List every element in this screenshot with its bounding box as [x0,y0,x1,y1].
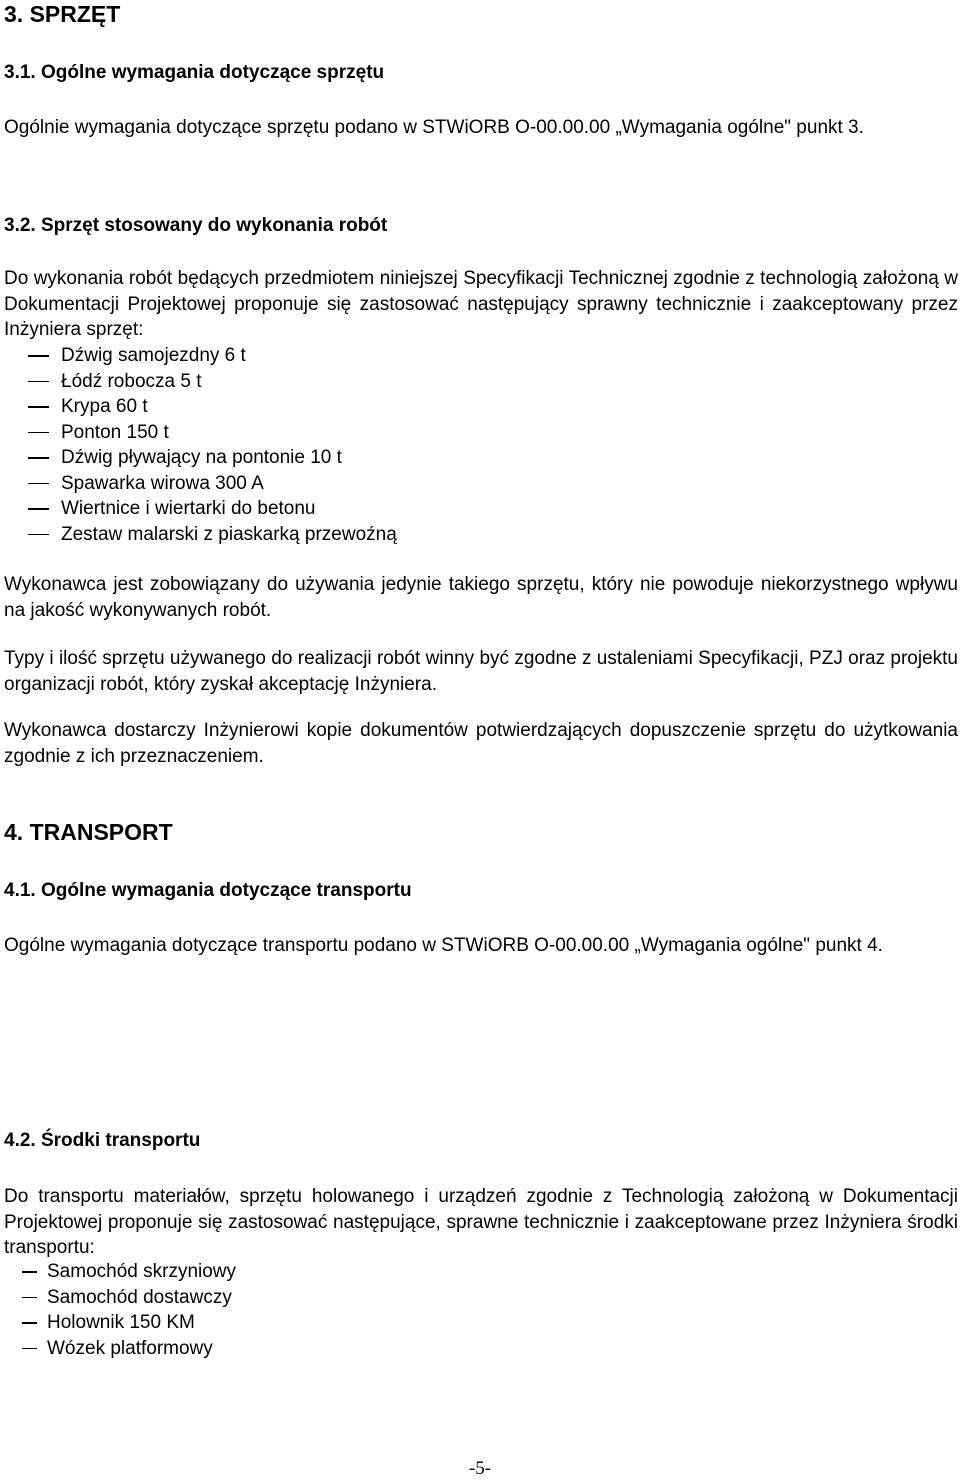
section-3-paragraph-3: Wykonawca dostarczy Inżynierowi kopie dokumentów potwierdzających dopuszczenie sprzętu do użytkowania zgodnie z ich przeznaczeniem. [4,720,958,767]
list-item: Dźwig pływający na pontonie 10 t [28,445,397,471]
section-3-paragraph-1: Wykonawca jest zobowiązany do używania jedynie takiego sprzętu, który nie powoduje niekorzystnego wpływu na jakość wykonywanych robót. [4,574,958,621]
list-item: Spawarka wirowa 300 A [28,471,397,497]
list-item: Wiertnice i wiertarki do betonu [28,496,397,522]
section-3-paragraph-2: Typy i ilość sprzętu używanego do realizacji robót winny być zgodne z ustaleniami Specyfikacji, PZJ oraz projektu organizacji robót, który zyskał akceptację Inżyniera. [4,648,958,695]
list-item: Krypa 60 t [28,394,397,420]
section-3-heading: 3. SPRZĘT [4,1,121,27]
dash-bullet [22,1271,37,1273]
list-item: Samochód skrzyniowy [22,1259,236,1285]
equipment-list [28,343,397,547]
dash-bullet [22,1322,37,1324]
dash-bullet [28,457,49,459]
list-item: Samochód dostawczy [22,1285,236,1311]
list-item: Wózek platformowy [22,1336,236,1362]
section-3-2-heading: 3.2. Sprzęt stosowany do wykonania robót [4,215,388,236]
dash-bullet [28,432,49,434]
section-3-1-text: Ogólnie wymagania dotyczące sprzętu podano w STWiORB O-00.00.00 „Wymagania ogólne" punkt 3. [4,117,864,138]
section-3-1-heading: 3.1. Ogólne wymagania dotyczące sprzętu [4,62,385,83]
dash-bullet [28,483,49,485]
dash-bullet [22,1348,37,1350]
dash-bullet [28,406,49,408]
section-4-2-heading: 4.2. Środki transportu [4,1130,201,1151]
dash-bullet [22,1297,37,1299]
section-3-2-intro: Do wykonania robót będących przedmiotem niniejszej Specyfikacji Technicznej zgodnie z technologią założoną w Dokumentacji Projektowej proponuje się zastosować następujący sprawny technicznie i zaakceptowany przez Inżyniera sprzęt: [4,268,958,340]
list-item: Ponton 150 t [28,420,397,446]
list-item: Łódź robocza 5 t [28,369,397,395]
dash-bullet [28,381,49,383]
section-4-2-intro: Do transportu materiałów, sprzętu holowanego i urządzeń zgodnie z Technologią założoną w Dokumentacji Projektowej proponuje się zastosować następujące, sprawne technicznie i zaakceptowane przez Inżyniera środki transportu: [4,1186,958,1258]
dash-bullet [28,355,49,357]
list-item: Dźwig samojezdny 6 t [28,343,397,369]
dash-bullet [28,508,49,510]
dash-bullet [28,534,49,536]
section-4-heading: 4. TRANSPORT [4,819,173,845]
section-4-1-heading: 4.1. Ogólne wymagania dotyczące transportu [4,880,412,901]
list-item: Zestaw malarski z piaskarką przewoźną [28,522,397,548]
list-item: Holownik 150 KM [22,1310,236,1336]
page-number: -5- [468,1458,492,1479]
vehicles-list [22,1259,236,1361]
section-4-1-text: Ogólne wymagania dotyczące transportu podano w STWiORB O-00.00.00 „Wymagania ogólne" punkt 4. [4,935,883,956]
